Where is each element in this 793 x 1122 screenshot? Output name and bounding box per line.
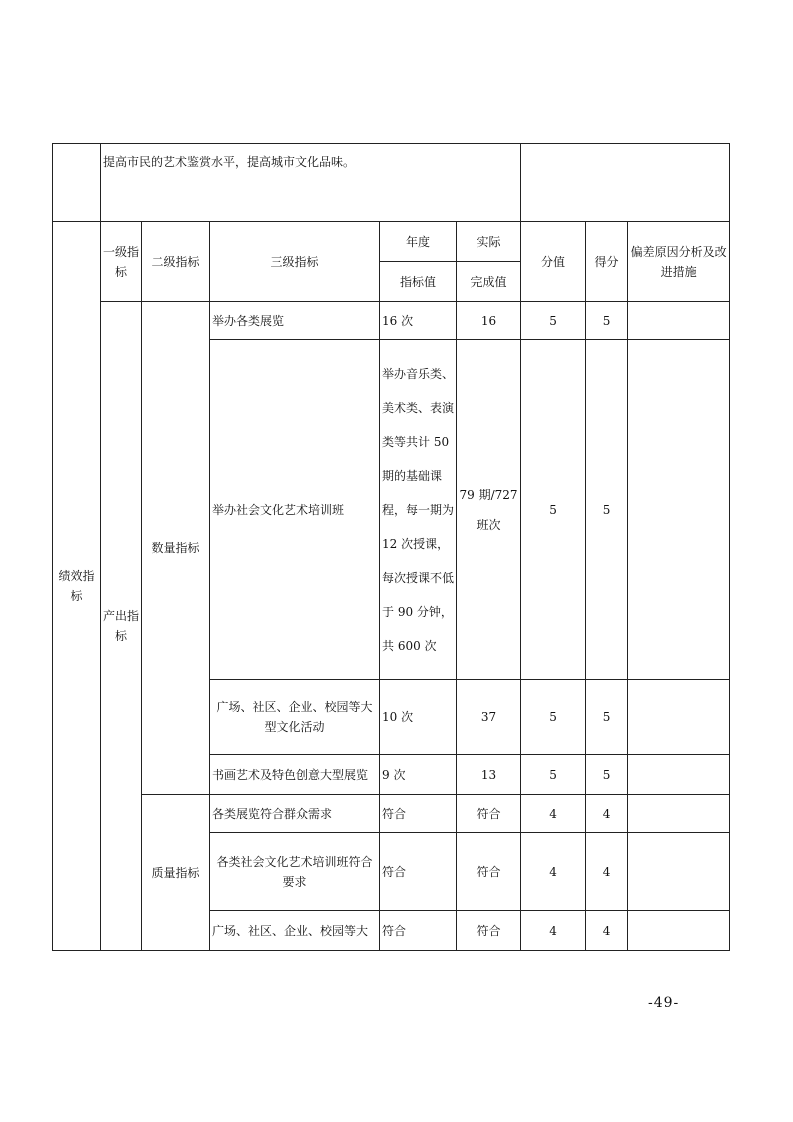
- actual-cell: 37: [457, 680, 521, 755]
- score-cell: 5: [586, 680, 628, 755]
- deviation-cell: [628, 680, 730, 755]
- deviation-cell: [628, 340, 730, 680]
- header-row-1: [53, 222, 730, 262]
- score-value-cell: 5: [521, 680, 586, 755]
- score-cell: 5: [586, 302, 628, 340]
- indicator-cell: 各类社会文化艺术培训班符合要求: [210, 833, 380, 911]
- deviation-cell: [628, 755, 730, 795]
- indicator-cell: 举办各类展览: [210, 302, 380, 340]
- score-cell: 4: [586, 911, 628, 951]
- header-target-value: 指标值: [380, 262, 457, 302]
- target-cell: 举办音乐类、美术类、表演类等共计 50 期的基础课程，每一期为 12 次授课，每次授课不低于 90 分钟，共 600 次: [380, 340, 457, 680]
- score-cell: 5: [586, 340, 628, 680]
- header-actual: 实际: [457, 222, 521, 262]
- objective-row: [53, 144, 730, 222]
- header-deviation: 偏差原因分析及改进措施: [628, 222, 730, 302]
- target-cell: 16 次: [380, 302, 457, 340]
- deviation-cell: [628, 795, 730, 833]
- header-score: 得分: [586, 222, 628, 302]
- deviation-cell: [628, 833, 730, 911]
- level1-output: 产出指标: [101, 302, 142, 951]
- score-value-cell: 4: [521, 833, 586, 911]
- header-completed-value: 完成值: [457, 262, 521, 302]
- actual-cell: 符合: [457, 833, 521, 911]
- level2-quality: 质量指标: [142, 795, 210, 951]
- empty-cell: [53, 144, 101, 222]
- header-year: 年度: [380, 222, 457, 262]
- group-label-performance: 绩效指标: [53, 222, 101, 951]
- level2-quantity: 数量指标: [142, 302, 210, 795]
- page-number: -49-: [648, 995, 680, 1011]
- target-cell: 符合: [380, 911, 457, 951]
- indicator-cell: 书画艺术及特色创意大型展览: [210, 755, 380, 795]
- header-level1: 一级指标: [101, 222, 142, 302]
- score-value-cell: 4: [521, 911, 586, 951]
- score-value-cell: 4: [521, 795, 586, 833]
- header-level3: 三级指标: [210, 222, 380, 302]
- score-value-cell: 5: [521, 340, 586, 680]
- actual-cell: 符合: [457, 911, 521, 951]
- target-cell: 9 次: [380, 755, 457, 795]
- indicator-cell: 举办社会文化艺术培训班: [210, 340, 380, 680]
- actual-cell: 13: [457, 755, 521, 795]
- header-level2: 二级指标: [142, 222, 210, 302]
- indicator-cell: 广场、社区、企业、校园等大: [210, 911, 380, 951]
- score-cell: 4: [586, 795, 628, 833]
- empty-cell: [521, 144, 730, 222]
- indicator-cell: 广场、社区、企业、校园等大型文化活动: [210, 680, 380, 755]
- actual-cell: 符合: [457, 795, 521, 833]
- actual-cell: 79 期/727 班次: [457, 340, 521, 680]
- target-cell: 10 次: [380, 680, 457, 755]
- score-cell: 4: [586, 833, 628, 911]
- actual-cell: 16: [457, 302, 521, 340]
- performance-table: [52, 143, 730, 951]
- target-cell: 符合: [380, 833, 457, 911]
- indicator-cell: 各类展览符合群众需求: [210, 795, 380, 833]
- score-value-cell: 5: [521, 755, 586, 795]
- header-score-value: 分值: [521, 222, 586, 302]
- objective-text: 提高市民的艺术鉴赏水平，提高城市文化品味。: [101, 144, 521, 222]
- target-cell: 符合: [380, 795, 457, 833]
- score-value-cell: 5: [521, 302, 586, 340]
- table-row: [53, 795, 730, 833]
- table-row: [53, 302, 730, 340]
- deviation-cell: [628, 911, 730, 951]
- score-cell: 5: [586, 755, 628, 795]
- deviation-cell: [628, 302, 730, 340]
